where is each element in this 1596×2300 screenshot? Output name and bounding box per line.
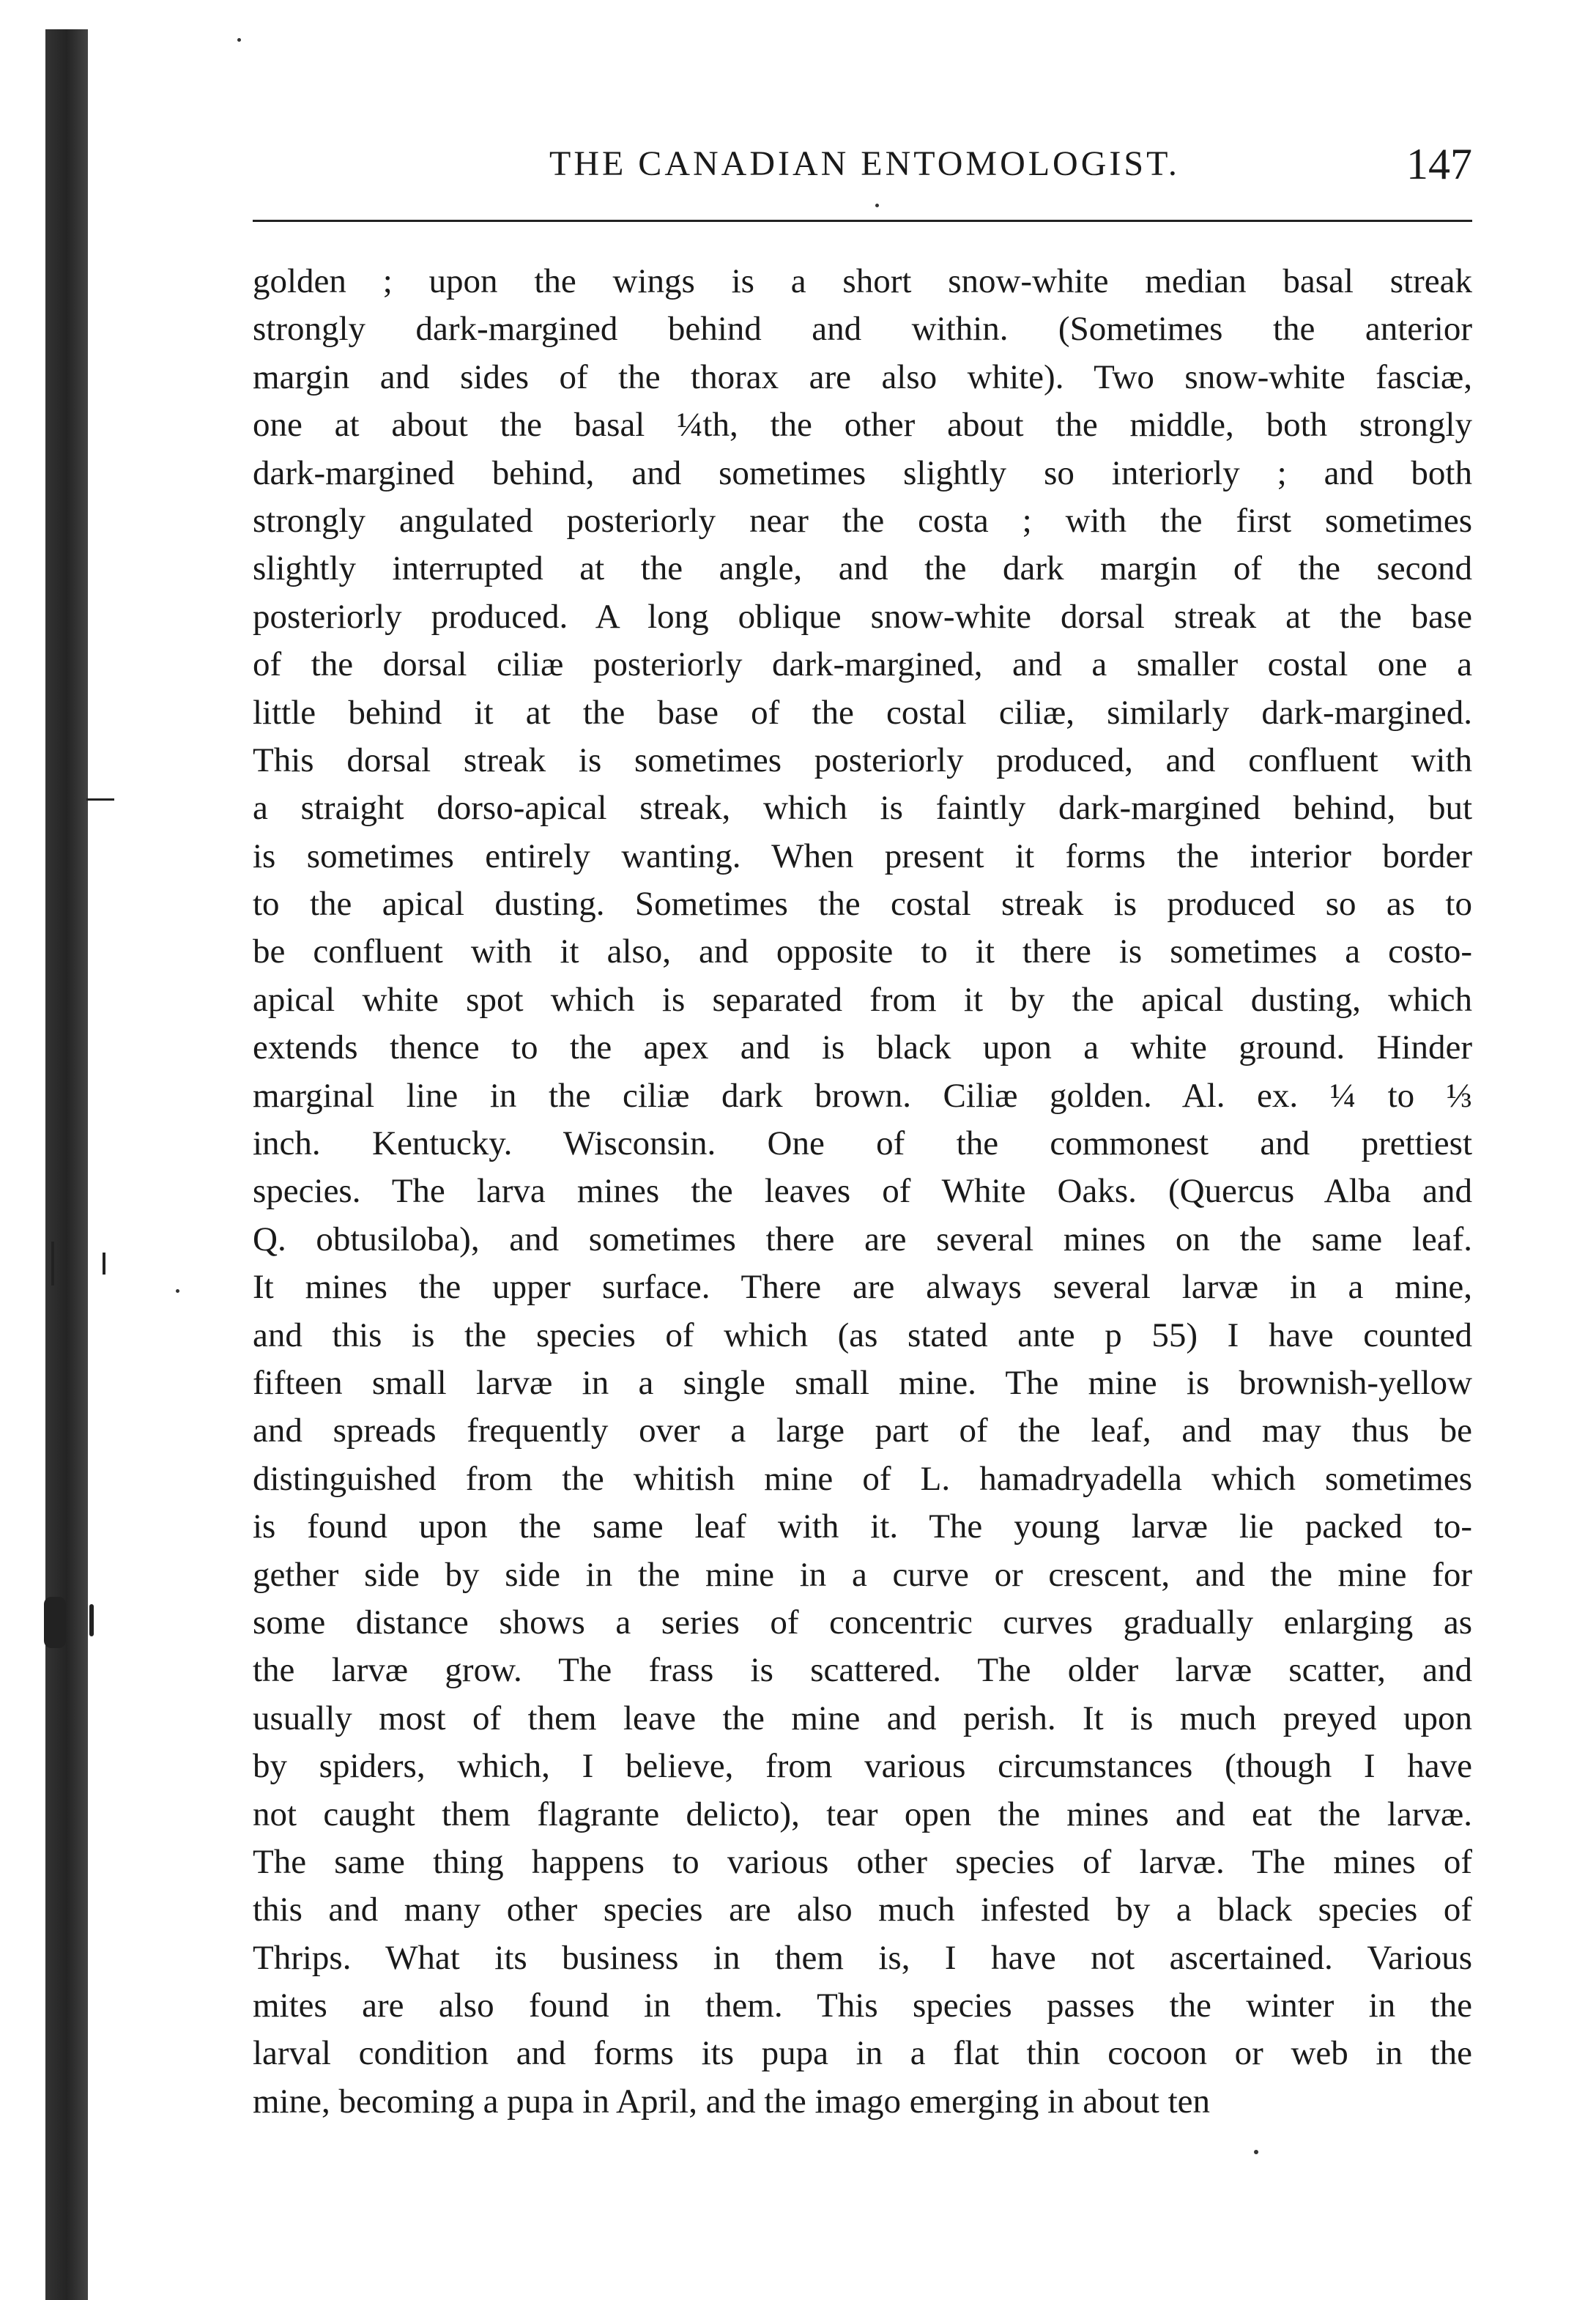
spine-mark: [86, 798, 114, 801]
spine-mark: [51, 1242, 54, 1286]
text-line: It mines the upper surface. There are always several larvæ in a mine,: [253, 1268, 1472, 1307]
text-line: of the dorsal ciliæ posteriorly dark-margined, and a smaller costal one a: [253, 645, 1472, 684]
text-line: posteriorly produced. A long oblique snow-white dorsal streak at the base: [253, 597, 1472, 636]
text-line: apical white spot which is separated from it by the apical dusting, which: [253, 980, 1472, 1019]
text-line: larval condition and forms its pupa in a flat thin cocoon or web in the: [253, 2034, 1472, 2073]
text-line: the larvæ grow. The frass is scattered. The older larvæ scatter, and: [253, 1651, 1472, 1690]
text-line: The same thing happens to various other species of larvæ. The mines of: [253, 1842, 1472, 1881]
spine-dark-band: [45, 29, 88, 2300]
text-line: inch. Kentucky. Wisconsin. One of the commonest and prettiest: [253, 1124, 1472, 1163]
text-line: not caught them flagrante delicto), tear open the mines and eat the larvæ.: [253, 1795, 1472, 1833]
text-line: strongly angulated posteriorly near the costa ; with the first sometimes: [253, 501, 1472, 540]
text-line: distinguished from the whitish mine of L. hamadryadella which sometimes: [253, 1459, 1472, 1498]
text-line: Q. obtusiloba), and sometimes there are several mines on the same leaf.: [253, 1220, 1472, 1258]
text-line: and this is the species of which (as stated ante p 55) I have counted: [253, 1316, 1472, 1354]
page-number: 147: [1406, 140, 1472, 188]
text-line: a straight dorso-apical streak, which is faintly dark-margined behind, but: [253, 789, 1472, 828]
text-line: golden ; upon the wings is a short snow-white median basal streak: [253, 262, 1472, 300]
text-line: margin and sides of the thorax are also white). Two snow-white fasciæ,: [253, 357, 1472, 396]
text-line: little behind it at the base of the costal ciliæ, similarly dark-margined.: [253, 693, 1472, 732]
spine-mark: [44, 1597, 66, 1648]
stray-dot: [237, 38, 241, 42]
text-line: mites are also found in them. This species passes the winter in the: [253, 1986, 1472, 2025]
text-line: fifteen small larvæ in a single small mine. The mine is brownish-yellow: [253, 1363, 1472, 1402]
text-line: gether side by side in the mine in a curve or crescent, and the mine for: [253, 1555, 1472, 1594]
text-line: extends thence to the apex and is black upon a white ground. Hinder: [253, 1028, 1472, 1067]
text-line: be confluent with it also, and opposite to it there is sometimes a costo-: [253, 932, 1472, 971]
text-line: and spreads frequently over a large part of the leaf, and may thus be: [253, 1411, 1472, 1450]
text-line: one at about the basal ¼th, the other about the middle, both strongly: [253, 406, 1472, 445]
text-line: usually most of them leave the mine and perish. It is much preyed upon: [253, 1699, 1472, 1737]
book-spine-shadow: [0, 29, 88, 2300]
body-text: [253, 258, 1472, 2126]
text-line: marginal line in the ciliæ dark brown. Ciliæ golden. Al. ex. ¼ to ⅓: [253, 1076, 1472, 1115]
text-line: slightly interrupted at the angle, and the dark margin of the second: [253, 549, 1472, 588]
spine-mark: [103, 1253, 105, 1275]
text-line: species. The larva mines the leaves of White Oaks. (Quercus Alba and: [253, 1172, 1472, 1211]
stray-dot: [875, 204, 879, 207]
text-line: dark-margined behind, and sometimes slightly so interiorly ; and both: [253, 453, 1472, 492]
text-line: Thrips. What its business in them is, I have not ascertained. Various: [253, 1938, 1472, 1977]
spine-mark: [89, 1604, 94, 1636]
footer-dot: [1254, 2150, 1258, 2154]
text-line: is found upon the same leaf with it. The young larvæ lie packed to-: [253, 1507, 1472, 1546]
text-line: strongly dark-margined behind and within. (Sometimes the anterior: [253, 310, 1472, 349]
running-title: THE CANADIAN ENTOMOLOGIST.: [549, 144, 1180, 183]
text-line: to the apical dusting. Sometimes the costal streak is produced so as to: [253, 885, 1472, 924]
stray-dot: [176, 1289, 179, 1293]
text-line: this and many other species are also much infested by a black species of: [253, 1891, 1472, 1929]
page-header: [253, 139, 1472, 198]
text-line: This dorsal streak is sometimes posteriorly produced, and confluent with: [253, 741, 1472, 779]
text-line: mine, becoming a pupa in April, and the imago emerging in about ten: [253, 2082, 1211, 2121]
text-line: some distance shows a series of concentric curves gradually enlarging as: [253, 1603, 1472, 1641]
header-rule: [253, 220, 1472, 222]
text-line: is sometimes entirely wanting. When present it forms the interior border: [253, 836, 1472, 875]
text-line: by spiders, which, I believe, from various circumstances (though I have: [253, 1747, 1472, 1786]
